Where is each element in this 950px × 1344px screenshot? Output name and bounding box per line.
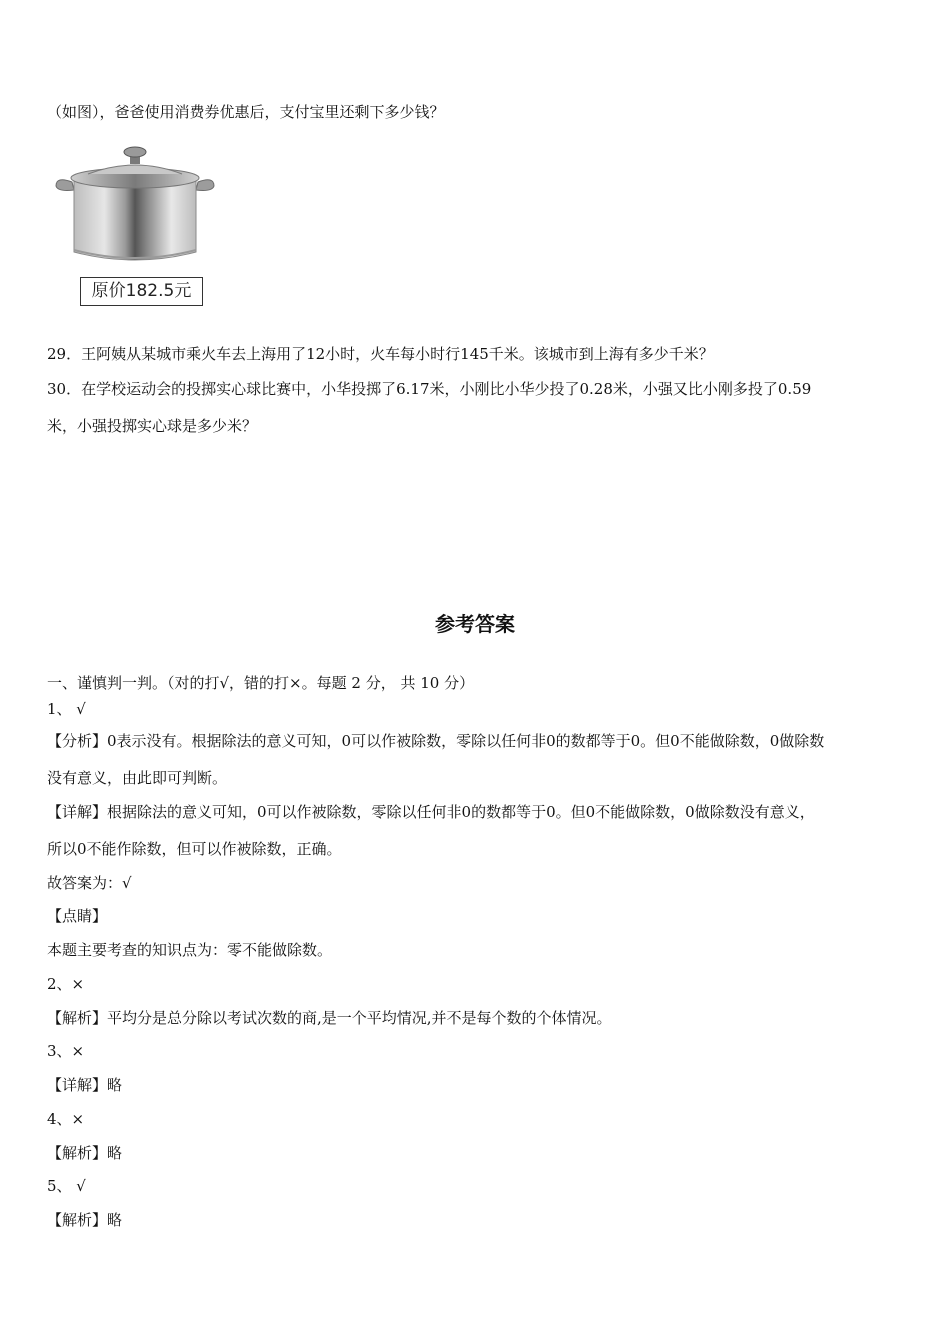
answer-key-title: 参考答案	[435, 612, 515, 636]
question-30-line2: 米，小强投掷实心球是多少米？	[47, 417, 258, 435]
answer-1-comment-header: 【点睛】	[47, 907, 108, 925]
answer-1-label: 1、 √	[47, 700, 86, 718]
answer-1-analysis-line1: 【分析】0表示没有。根据除法的意义可知，0可以作被除数，零除以任何非0的数都等于0。但0不能做除数，0做除数	[47, 732, 825, 750]
answer-3-label: 3、×	[47, 1042, 85, 1060]
answer-1-analysis-line2: 没有意义，由此即可判断。	[47, 769, 228, 787]
answer-4-label: 4、×	[47, 1110, 85, 1128]
price-tag: 原价182.5元	[80, 277, 203, 306]
answer-1-detail-line1: 【详解】根据除法的意义可知，0可以作被除数，零除以任何非0的数都等于0。但0不能做除数，0做除数没有意义，	[47, 803, 815, 821]
answer-1-final: 故答案为：√	[47, 874, 132, 892]
answer-5-analysis: 【解析】略	[47, 1211, 123, 1229]
question-30-line1: 30．在学校运动会的投掷实心球比赛中，小华投掷了6.17米，小刚比小华少投了0.28米，小强又比小刚多投了0.59	[47, 380, 812, 398]
answer-2-label: 2、×	[47, 975, 85, 993]
answer-1-comment: 本题主要考查的知识点为：零不能做除数。	[47, 941, 333, 959]
answer-2-analysis: 【解析】平均分是总分除以考试次数的商,是一个平均情况,并不是每个数的个体情况。	[47, 1009, 612, 1027]
question-29: 29．王阿姨从某城市乘火车去上海用了12小时，火车每小时行145千米。该城市到上海有多少千米？	[47, 345, 714, 363]
stock-pot-image	[50, 140, 220, 270]
answer-4-analysis: 【解析】略	[47, 1144, 123, 1162]
answer-1-detail-line2: 所以0不能作除数，但可以作被除数，正确。	[47, 840, 342, 858]
section-1-header: 一、谨慎判一判。（对的打√，错的打×。每题 2 分， 共 10 分）	[47, 674, 475, 692]
answer-5-label: 5、 √	[47, 1177, 86, 1195]
answer-3-detail: 【详解】略	[47, 1076, 123, 1094]
question-28-tail: （如图），爸爸使用消费券优惠后，支付宝里还剩下多少钱？	[47, 103, 445, 121]
